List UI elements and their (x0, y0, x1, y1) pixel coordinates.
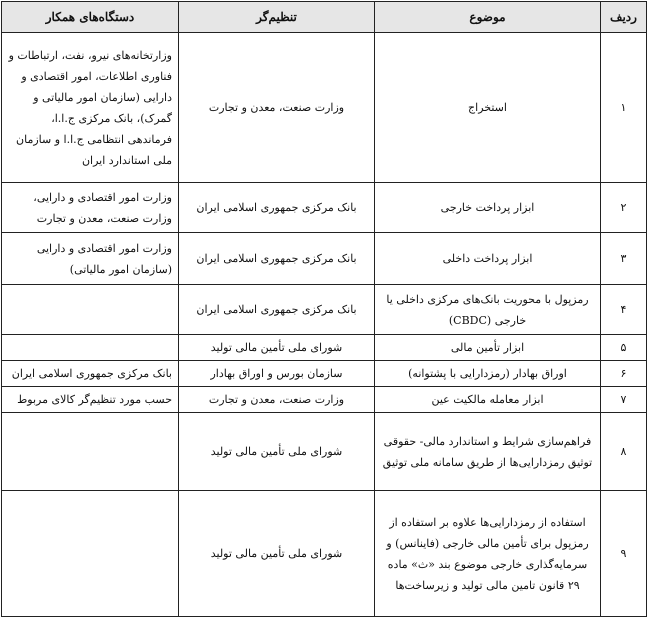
cell-mozoo: اوراق بهادار (رمزدارایی با پشتوانه) (375, 361, 601, 387)
table-row (2, 413, 647, 491)
cell-mozoo: رمزپول با محوریت بانک‌های مرکزی داخلی یا خارجی (CBDC) (375, 285, 601, 335)
header-radif: ردیف (601, 2, 647, 33)
table-row (2, 491, 647, 617)
cell-tanzimgar: بانک مرکزی جمهوری اسلامی ایران (179, 233, 375, 285)
header-hamkar: دستگاه‌های همکار (2, 2, 179, 33)
table-row (2, 361, 647, 387)
cell-tanzimgar: وزارت صنعت، معدن و تجارت (179, 33, 375, 183)
cell-mozoo: استخراج (375, 33, 601, 183)
header-row (2, 2, 647, 33)
cell-radif: ۹ (601, 491, 647, 617)
cell-tanzimgar: بانک مرکزی جمهوری اسلامی ایران (179, 285, 375, 335)
cell-hamkar: وزارتخانه‌های نیرو، نفت، ارتباطات و فناوری اطلاعات، امور اقتصادی و دارایی (سازمان امور مالیاتی و گمرک)، بانک مرکزی ج.ا.ا، فرماندهی انتظامی ج.ا.ا و سازمان ملی استاندارد ایران (2, 33, 179, 183)
cell-hamkar: بانک مرکزی جمهوری اسلامی ایران (2, 361, 179, 387)
cell-tanzimgar: سازمان بورس و اوراق بهادار (179, 361, 375, 387)
cell-mozoo: فراهم‌سازی شرایط و استاندارد مالی- حقوقی توثیق رمزدارایی‌ها از طریق سامانه ملی توثیق (375, 413, 601, 491)
cell-tanzimgar: وزارت صنعت، معدن و تجارت (179, 387, 375, 413)
table-row (2, 33, 647, 183)
cell-hamkar: وزارت امور اقتصادی و دارایی (سازمان امور مالیاتی) (2, 233, 179, 285)
cell-hamkar (2, 413, 179, 491)
cell-radif: ۴ (601, 285, 647, 335)
cell-tanzimgar: شورای ملی تأمین مالی تولید (179, 491, 375, 617)
cell-hamkar (2, 491, 179, 617)
regulators-table (1, 1, 647, 617)
cell-radif: ۱ (601, 33, 647, 183)
cell-mozoo: ابزار معامله مالکیت عین (375, 387, 601, 413)
table-row (2, 285, 647, 335)
cell-mozoo: استفاده از رمزدارایی‌ها علاوه بر استفاده از رمزپول برای تأمین مالی خارجی (فاینانس) و سرمایه‌گذاری خارجی موضوع بند «ث» ماده ۲۹ قانون تامین مالی تولید و زیرساخت‌ها (375, 491, 601, 617)
header-tanzimgar: تنظیم‌گر (179, 2, 375, 33)
cell-hamkar (2, 335, 179, 361)
cell-tanzimgar: شورای ملی تأمین مالی تولید (179, 335, 375, 361)
cell-radif: ۵ (601, 335, 647, 361)
cell-radif: ۲ (601, 183, 647, 233)
cell-hamkar: حسب مورد تنظیم‌گر کالای مربوط (2, 387, 179, 413)
cell-hamkar: وزارت امور اقتصادی و دارایی، وزارت صنعت، معدن و تجارت (2, 183, 179, 233)
table-row (2, 387, 647, 413)
cell-radif: ۳ (601, 233, 647, 285)
cell-tanzimgar: بانک مرکزی جمهوری اسلامی ایران (179, 183, 375, 233)
cell-radif: ۸ (601, 413, 647, 491)
header-mozoo: موضوع (375, 2, 601, 33)
cell-hamkar (2, 285, 179, 335)
cell-tanzimgar: شورای ملی تأمین مالی تولید (179, 413, 375, 491)
table-row (2, 233, 647, 285)
cell-radif: ۶ (601, 361, 647, 387)
cell-radif: ۷ (601, 387, 647, 413)
table-row (2, 183, 647, 233)
cell-mozoo: ابزار پرداخت داخلی (375, 233, 601, 285)
cell-mozoo: ابزار تأمین مالی (375, 335, 601, 361)
table-row (2, 335, 647, 361)
cell-mozoo: ابزار پرداخت خارجی (375, 183, 601, 233)
